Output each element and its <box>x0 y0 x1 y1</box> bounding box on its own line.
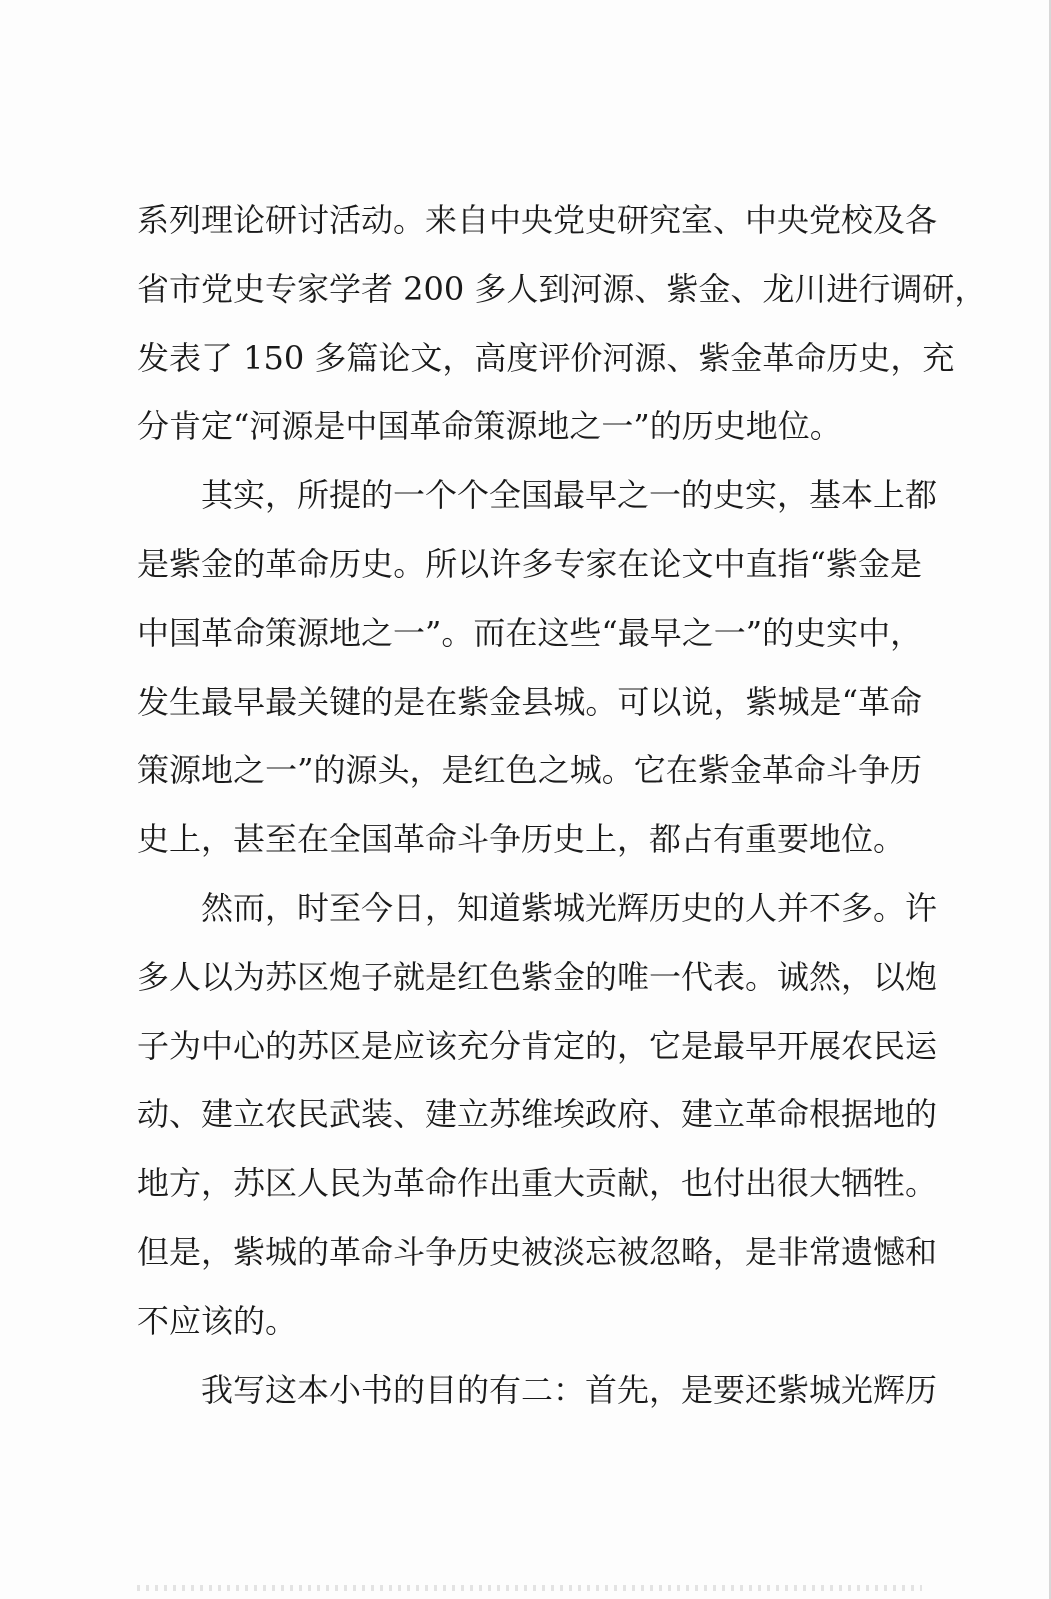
text-line: 系列理论研讨活动。来自中央党史研究室、中央党校及各 <box>137 201 938 239</box>
text-line: 动、建立农民武装、建立苏维埃政府、建立革命根据地的 <box>137 1095 938 1134</box>
text-line: 不应该的。 <box>137 1301 298 1340</box>
bottom-scan-artifact <box>137 1585 922 1591</box>
text-line: 我写这本小书的目的有二：首先，是要还紫城光辉历 <box>201 1370 938 1409</box>
paragraph-3 <box>137 874 938 1356</box>
text-line: 策源地之一”的源头，是红色之城。它在紫金革命斗争历 <box>137 751 922 790</box>
text-line: 多人以为苏区炮子就是红色紫金的唯一代表。诚然，以炮 <box>137 957 938 996</box>
body-text <box>137 186 987 1424</box>
text-line: 发表了 150 多篇论文，高度评价河源、紫金革命历史，充 <box>137 338 955 377</box>
text-line: 其实，所提的一个个全国最早之一的史实，基本上都 <box>201 476 938 515</box>
paragraph-4 <box>137 1356 938 1425</box>
paragraph-1 <box>137 186 987 461</box>
text-line: 中国革命策源地之一”。而在这些“最早之一”的史实中， <box>137 613 923 652</box>
text-line: 子为中心的苏区是应该充分肯定的，它是最早开展农民运 <box>137 1026 938 1065</box>
text-line: 然而，时至今日，知道紫城光辉历史的人并不多。许 <box>201 888 938 927</box>
text-line: 省市党史专家学者 200 多人到河源、紫金、龙川进行调研， <box>137 269 987 308</box>
text-line: 但是，紫城的革命斗争历史被淡忘被忽略，是非常遗憾和 <box>137 1232 938 1271</box>
text-line: 发生最早最关键的是在紫金县城。可以说，紫城是“革命 <box>137 682 922 721</box>
text-line: 是紫金的革命历史。所以许多专家在论文中直指“紫金是 <box>137 544 922 583</box>
paragraph-2 <box>137 461 938 874</box>
text-line: 地方，苏区人民为革命作出重大贡献，也付出很大牺牲。 <box>137 1164 938 1203</box>
text-line: 分肯定“河源是中国革命策源地之一”的历史地位。 <box>137 407 842 446</box>
text-line: 史上，甚至在全国革命斗争历史上，都占有重要地位。 <box>137 820 906 859</box>
